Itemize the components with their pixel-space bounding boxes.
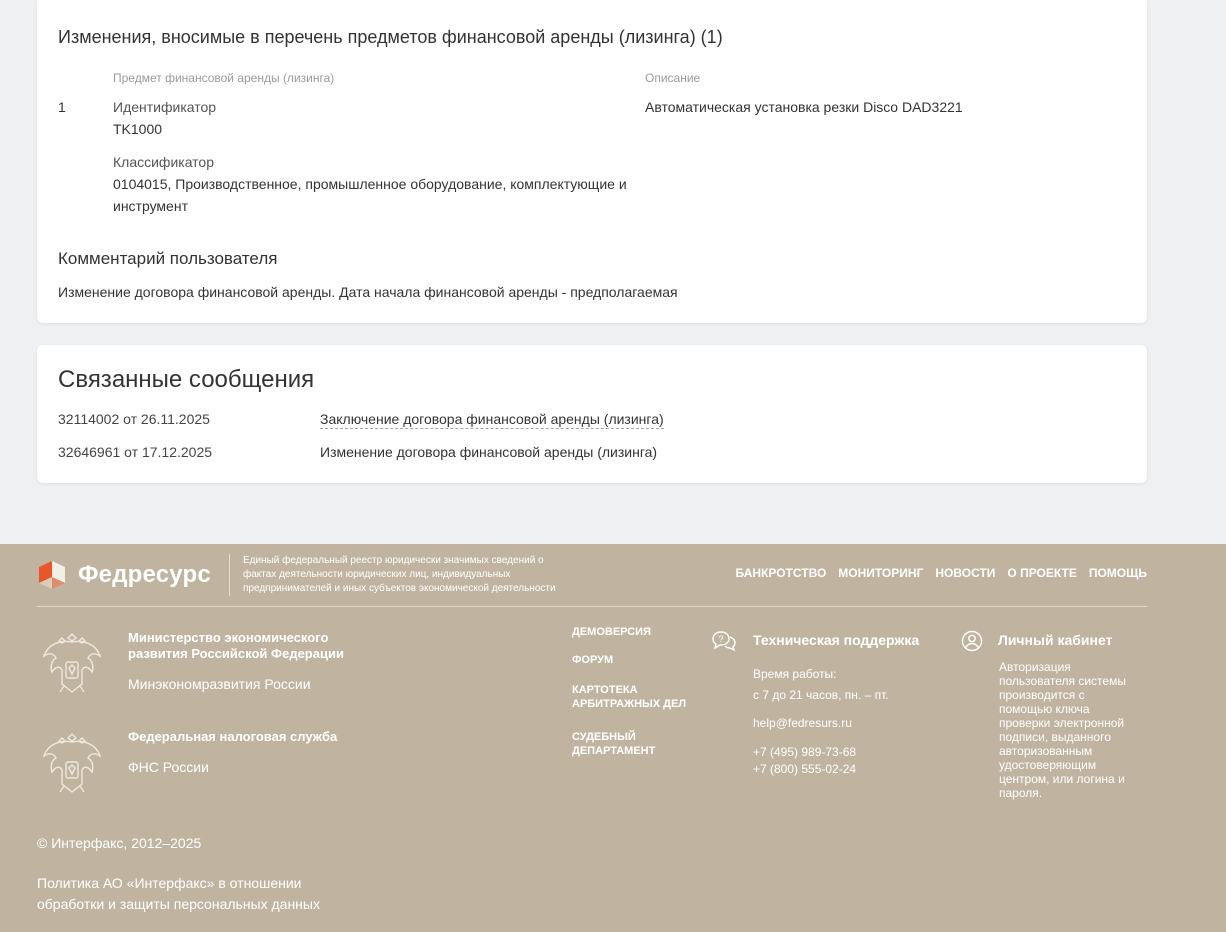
org-tax-subtitle: ФНС России <box>128 759 209 775</box>
related-message-title: Изменение договора финансовой аренды (лизинга) <box>320 444 658 460</box>
privacy-policy-link[interactable]: Политика АО «Интерфакс» в отношении обработки и защиты персональных данных <box>37 875 320 912</box>
svg-text:?: ? <box>718 634 724 644</box>
nav-news[interactable]: НОВОСТИ <box>935 566 996 580</box>
org-ministry-title[interactable]: Министерство экономического развития Российской Федерации <box>128 630 344 661</box>
footer-top-nav <box>736 566 1147 580</box>
identifier-value: TK1000 <box>113 121 163 137</box>
leasing-items-heading: Изменения, вносимые в перечень предметов финансовой аренды (лизинга) (1) <box>58 27 723 47</box>
classifier-value: 0104015, Производственное, промышленное оборудование, комплектующие и инструмент <box>113 176 627 214</box>
logo-text[interactable]: Федресурс <box>78 561 211 588</box>
logo-description: Единый федеральный реестр юридически значимых сведений о фактах деятельности юридических лиц, индивидуальных предпринимателей и иных субъектов экономической деятельности <box>243 555 556 594</box>
support-chat-icon <box>712 630 736 652</box>
site-footer <box>0 544 1226 932</box>
cabinet-title[interactable]: Личный кабинет <box>998 632 1113 648</box>
leasing-items-card <box>37 0 1147 323</box>
support-hours: с 7 до 21 часов, пн. – пт. <box>753 688 889 702</box>
nav-monitoring[interactable]: МОНИТОРИНГ <box>838 566 924 580</box>
related-messages-heading: Связанные сообщения <box>58 366 315 393</box>
link-forum[interactable]: ФОРУМ <box>572 654 614 666</box>
related-message-ref: 32646961 от 17.12.2025 <box>58 444 213 460</box>
column-header-description: Описание <box>645 71 701 85</box>
identifier-label: Идентификатор <box>113 99 217 115</box>
user-account-icon[interactable] <box>961 630 983 652</box>
support-title: Техническая поддержка <box>753 632 920 648</box>
cabinet-text: Авторизация пользователя системы производится с помощью ключа проверки электронной подписи, выданного авторизованным удостоверяющим центром, или логина и пароля. <box>999 660 1126 800</box>
support-phone-1[interactable]: +7 (495) 989-73-68 <box>753 745 857 759</box>
related-messages-card <box>37 345 1147 483</box>
row-number: 1 <box>58 99 66 115</box>
link-demo[interactable]: ДЕМОВЕРСИЯ <box>572 626 651 638</box>
copyright: © Интерфакс, 2012–2025 <box>37 835 202 851</box>
fedresurs-logo-icon[interactable] <box>37 559 67 591</box>
org-tax-title[interactable]: Федеральная налоговая служба <box>128 729 338 744</box>
link-arbitration-cases[interactable]: КАРТОТЕКА АРБИТРАЖНЫХ ДЕЛ <box>572 684 687 710</box>
nav-help[interactable]: ПОМОЩЬ <box>1088 566 1147 580</box>
link-judicial-department[interactable]: СУДЕБНЫЙ ДЕПАРТАМЕНТ <box>572 731 656 757</box>
comment-heading: Комментарий пользователя <box>58 249 278 268</box>
classifier-label: Классификатор <box>113 154 215 170</box>
comment-text: Изменение договора финансовой аренды. Дата начала финансовой аренды - предполагаемая <box>58 284 678 300</box>
support-phone-2[interactable]: +7 (800) 555-02-24 <box>753 762 857 776</box>
org-ministry-subtitle: Минэкономразвития России <box>128 676 311 692</box>
footer-divider <box>37 606 1147 607</box>
logo-divider <box>229 554 230 596</box>
nav-about[interactable]: О ПРОЕКТЕ <box>1007 566 1077 580</box>
nav-bankruptcy[interactable]: БАНКРОТСТВО <box>735 566 827 580</box>
column-header-subject: Предмет финансовой аренды (лизинга) <box>113 71 335 85</box>
support-hours-label: Время работы: <box>753 667 837 681</box>
related-message-ref: 32114002 от 26.11.2025 <box>58 411 210 427</box>
coat-of-arms-icon <box>40 628 104 696</box>
support-email-link[interactable]: help@fedresurs.ru <box>753 716 852 730</box>
coat-of-arms-icon <box>40 728 104 796</box>
related-message-link[interactable]: Заключение договора финансовой аренды (лизинга) <box>320 411 664 427</box>
item-description: Автоматическая установка резки Disco DAD3221 <box>645 99 963 115</box>
